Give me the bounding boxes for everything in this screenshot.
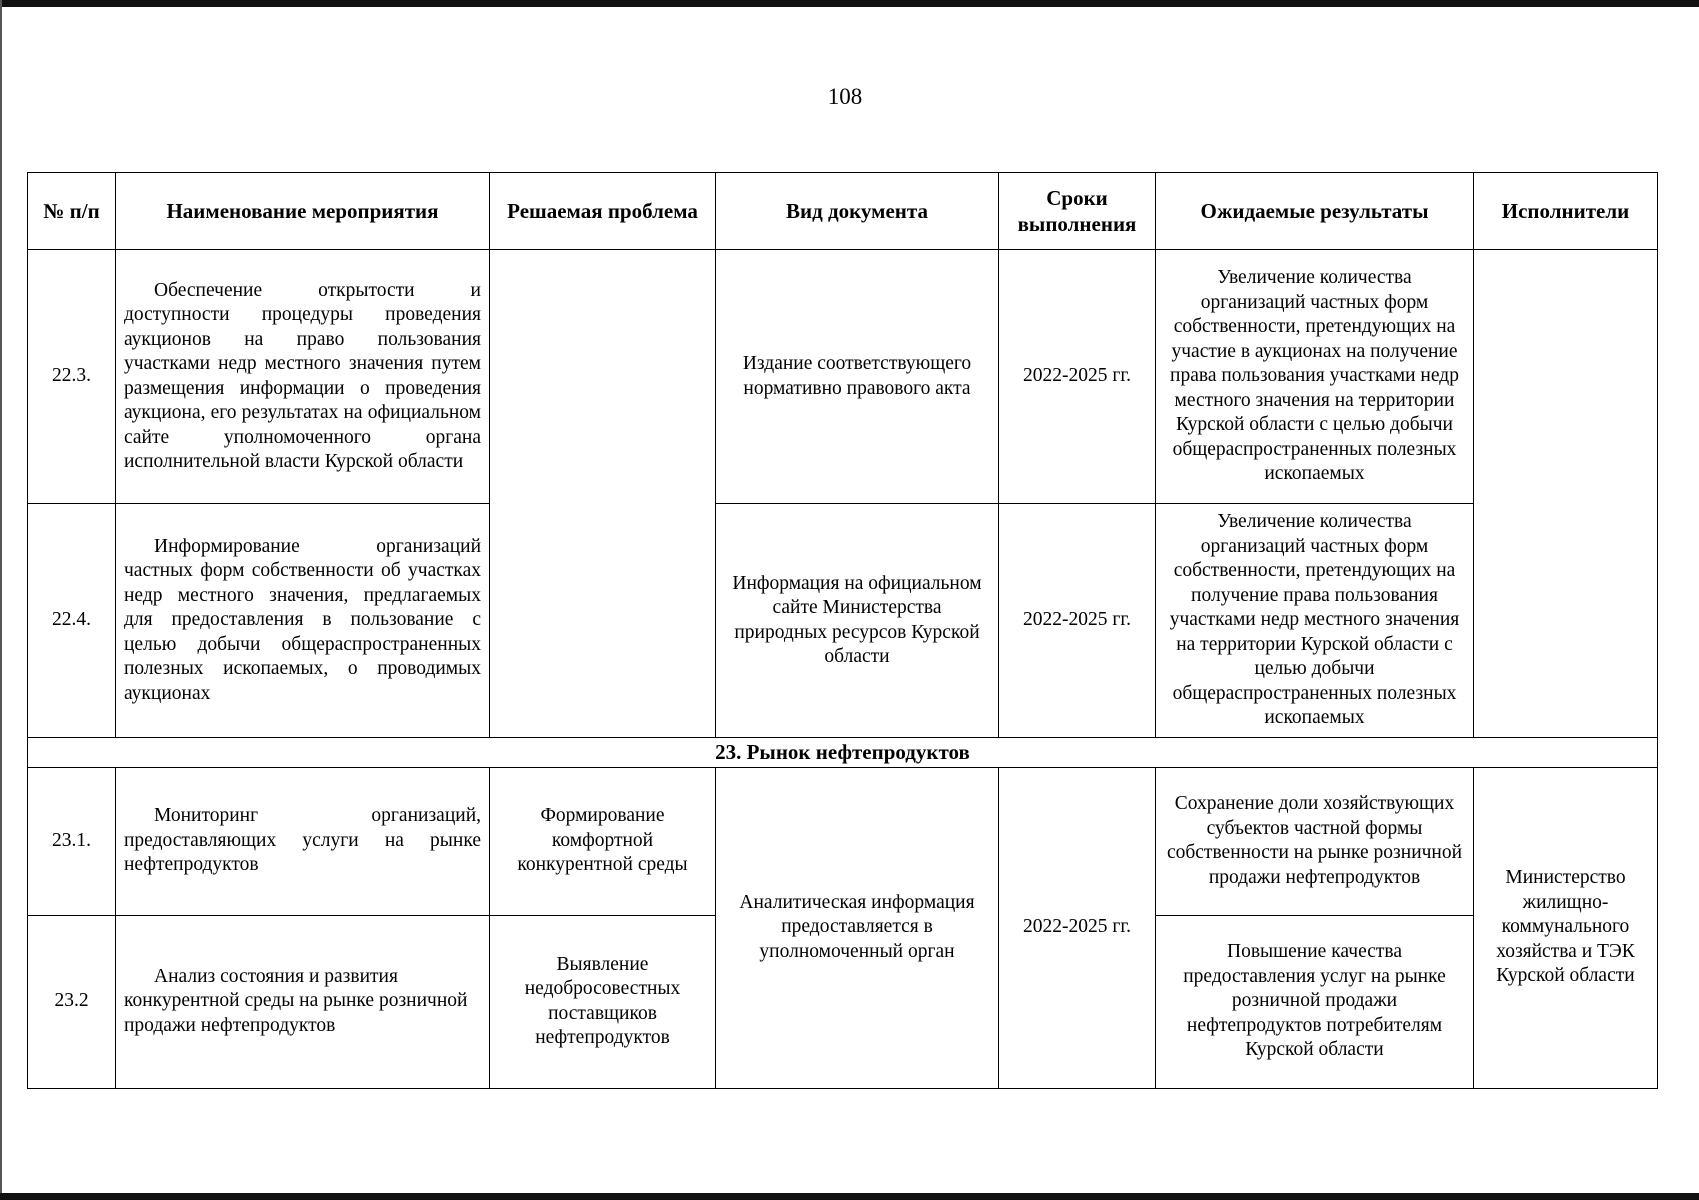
term: 2022-2025 гг.: [999, 250, 1156, 504]
row-number: 23.1.: [28, 767, 116, 915]
header-problem: Решаемая проблема: [490, 173, 716, 250]
top-border: [0, 0, 1699, 7]
row-number: 23.2: [28, 915, 116, 1088]
header-num: № п/п: [28, 173, 116, 250]
header-exec: Исполнители: [1474, 173, 1658, 250]
document-type: Аналитическая информация предоставляется в уполномоченный орган: [716, 767, 999, 1088]
section-row: [28, 738, 1658, 768]
executor-cell-empty: [1474, 250, 1658, 738]
row-number: 22.3.: [28, 250, 116, 504]
row-number: 22.4.: [28, 504, 116, 738]
activity-name: [116, 504, 490, 738]
header-doc: Вид документа: [716, 173, 999, 250]
problem: Формирование комфортной конкурентной среды: [490, 767, 716, 915]
executor: Министерство жилищно-коммунального хозяйства и ТЭК Курской области: [1474, 767, 1658, 1088]
header-term: Сроки выполнения: [999, 173, 1156, 250]
expected-result: Увеличение количества организаций частных форм собственности, претендующих на получение права пользования участками недр местного значения на территории Курской области с целью добычи общераспространенных полезных ископаемых: [1156, 504, 1474, 738]
activities-table: [27, 172, 1658, 1089]
expected-result: Сохранение доли хозяйствующих субъектов частной формы собственности на рынке розничной продажи нефтепродуктов: [1156, 767, 1474, 915]
section-title: 23. Рынок нефтепродуктов: [28, 738, 1658, 768]
expected-result: Увеличение количества организаций частных форм собственности, претендующих на участие в аукционах на получение права пользования участками недр местного значения на территории Курской области с целью добычи общераспространенных полезных ископаемых: [1156, 250, 1474, 504]
activity-name: [116, 767, 490, 915]
document-type: Издание соответствующего нормативно правового акта: [716, 250, 999, 504]
table-row: [28, 767, 1658, 915]
activity-name-text: Информирование организаций частных форм собственности об участках недр местного значения, предлагаемых для предоставления в пользование с целью добычи общераспространенных полезных ископаемых, о проводимых аукционах: [124, 535, 481, 704]
page-number: 108: [827, 84, 863, 109]
problem-cell-empty: [490, 250, 716, 738]
table-row: [28, 504, 1658, 738]
left-edge: [0, 0, 2, 1200]
term: 2022-2025 гг.: [999, 767, 1156, 1088]
activity-name-text: Мониторинг организаций, предоставляющих услуги на рынке нефтепродуктов: [124, 805, 481, 876]
activity-name-text: Анализ состояния и развития конкурентной среды на рынке розничной продажи нефтепродуктов: [124, 965, 468, 1036]
term: 2022-2025 гг.: [999, 504, 1156, 738]
header-result: Ожидаемые результаты: [1156, 173, 1474, 250]
document-type: Информация на официальном сайте Министерства природных ресурсов Курской области: [716, 504, 999, 738]
expected-result: Повышение качества предоставления услуг на рынке розничной продажи нефтепродуктов потребителям Курской области: [1156, 915, 1474, 1088]
header-row: [28, 173, 1658, 250]
bottom-border: [0, 1193, 1699, 1200]
problem: Выявление недобросовестных поставщиков нефтепродуктов: [490, 915, 716, 1088]
activity-name: [116, 915, 490, 1088]
table-row: [28, 250, 1658, 504]
activity-name: [116, 250, 490, 504]
header-name: Наименование мероприятия: [116, 173, 490, 250]
activity-name-text: Обеспечение открытости и доступности процедуры проведения аукционов на право пользования участками недр местного значения путем размещения информации о проведения аукциона, его результатах на официальном сайте уполномоченного органа исполнительной власти Курской области: [124, 279, 481, 472]
